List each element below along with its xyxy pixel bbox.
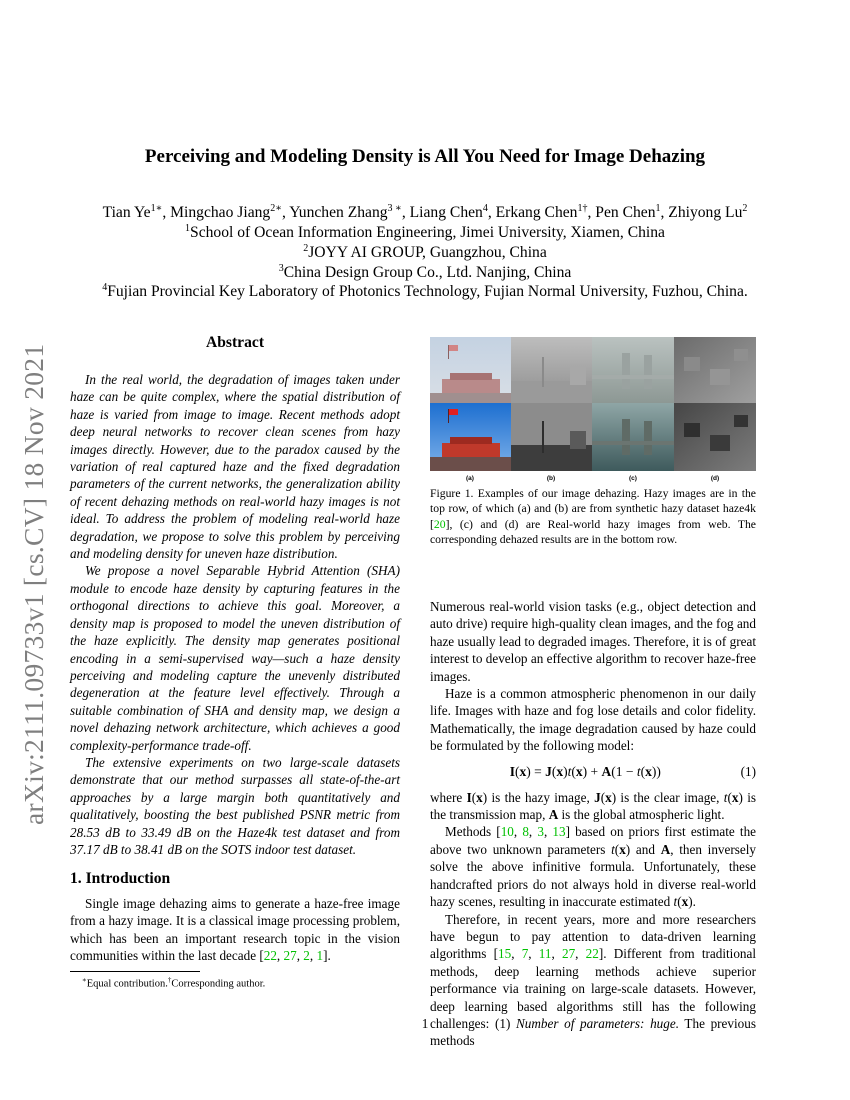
affiliation-mark: 2 xyxy=(303,243,309,254)
text-run: The previous methods xyxy=(430,1015,756,1049)
author: Erkang Chen xyxy=(495,204,578,222)
author-mark: 1 xyxy=(655,203,661,214)
author: Zhiyong Lu xyxy=(668,204,743,222)
citation-link[interactable]: 22 xyxy=(585,946,599,962)
affiliation xyxy=(0,278,850,302)
citation-link[interactable]: 7 xyxy=(521,946,529,962)
figure-caption xyxy=(430,486,756,548)
panel-label: (d) xyxy=(710,475,720,482)
text-run: where xyxy=(430,789,467,805)
text-run: . xyxy=(692,894,696,910)
equation-1 xyxy=(430,755,756,789)
text-run: and xyxy=(630,841,661,857)
footnote-text: Equal contribution. xyxy=(86,978,168,990)
panel-a-dehazed xyxy=(430,403,511,471)
author: Liang Chen xyxy=(409,204,483,222)
abstract-body xyxy=(70,371,400,858)
affiliation-text: Fujian Provincial Key Laboratory of Photonics Technology, Fujian Normal University, Fuzhou, China. xyxy=(107,283,748,301)
text-run: ] based on priors first estimate the above two unknown parameters xyxy=(430,824,757,857)
body-paragraph: Numerous real-world vision tasks (e.g., object detection and auto drive) require high-quality clean images, and the fog and haze usually lead to degraded images. Therefore, it is of great interest to develop an effective algorithm to recover haze-free images. xyxy=(430,599,756,684)
panel-c-dehazed xyxy=(592,403,674,471)
citation-link[interactable]: 2 xyxy=(303,948,310,964)
body-paragraph: Methods [10, 8, 3, 13] based on priors first estimate the above two unknown parameters t(x) and A, then inversely solve the above infinitive formula. Unfortunately, these handcrafted priors do not always hold in diverse real-world hazy scenes, resulting in inaccurate estimated t(x). xyxy=(430,824,757,910)
abstract-heading: Abstract xyxy=(205,334,265,351)
author-sep: , xyxy=(587,204,596,222)
abstract-paragraph: The extensive experiments on two large-scale datasets demonstrate that our method surpasses all state-of-the-art approaches by a large margin both quantitatively and qualitatively, boosting the best published PSNR metric from 28.53 dB to 33.49 dB on the Haze4k test dataset and from 37.17 dB to 38.41 dB on the SOTS indoor test dataset. xyxy=(70,754,400,857)
panel-label: (a) xyxy=(466,475,474,482)
citation-link[interactable]: 15 xyxy=(498,946,512,962)
footnote xyxy=(82,976,265,990)
caption-text: Figure 1. Examples of our image dehazing. Hazy images are in the top row, of which (a) and (b) are from synthetic hazy dataset haze4k [ xyxy=(430,487,756,531)
figure-1-image-grid xyxy=(430,337,756,482)
section-heading: 1. Introduction xyxy=(70,870,171,887)
text-run: is the global atmospheric light. xyxy=(558,807,725,823)
author: Pen Chen xyxy=(595,204,656,222)
author: Yunchen Zhang xyxy=(289,204,388,222)
text-run: , then inversely solve the above infinitive formula. Unfortunately, these handcrafted priors do not always hold in diverse real-world hazy scenes, resulting in inaccurate estimated xyxy=(430,841,757,910)
paper-title: Perceiving and Modeling Density is All You Need for Image Dehazing xyxy=(144,146,706,167)
text-run: Therefore, in recent years, more and more researchers have begun to pay attention to data-driven learning algorithms [ xyxy=(430,911,756,962)
author-sep: , xyxy=(487,204,496,222)
author-mark: 2∗ xyxy=(270,203,283,214)
intro-body xyxy=(70,895,400,965)
footnote-mark: † xyxy=(167,976,172,984)
affiliation-mark: 3 xyxy=(278,263,284,274)
equation-body: I(x) = J(x)t(x) + A(1 − t(x)) xyxy=(509,763,661,779)
citation-link[interactable]: 27 xyxy=(561,946,576,962)
body-paragraph: Haze is a common atmospheric phenomenon in our daily life. Images with haze and fog lose details and color fidelity. Mathematically, the image degradation caused by haze could be formulated by the following model: xyxy=(430,686,756,754)
citation-link[interactable]: 10 xyxy=(500,824,514,840)
abstract-paragraph: In the real world, the degradation of images taken under haze can be quite complex, where the spatial distribution of haze is varied from image to image. Recent methods adopt deep neural networks to recover clean scenes from hazy images directly. However, due to the paradox caused by the variation of real captured haze and the fixed degradation parameters of the current networks, the generalization ability of recent dehazing methods on real-world hazy images is not ideal. To address the problem of modeling real-world haze degradation, we propose to solve this problem by perceiving and modeling density for uneven haze distribution. xyxy=(70,372,400,562)
abstract-paragraph: We propose a novel Separable Hybrid Attention (SHA) module to encode haze density by capturing features in the orthogonal directions to achieve this goal. Moreover, a density map is proposed to model the uneven distribution of the haze explicitly. The density map generates positional encoding in a semi-supervised way—such a haze density perceiving and modeling capture the unevenly distributed degeneration at the feature level effectively. Through a suitable combination of SHA and density map, we design a novel dehazing network architecture, which achieves a good complexity-performance trade-off. xyxy=(70,563,400,753)
citation-link[interactable]: 11 xyxy=(538,946,552,962)
citation-link[interactable]: 1 xyxy=(316,948,324,964)
author-mark: 1† xyxy=(577,203,588,214)
panel-b-dehazed xyxy=(511,403,592,471)
citation-link[interactable]: 22 xyxy=(263,948,277,964)
text-run: Methods [ xyxy=(445,824,501,840)
page-number: 1 xyxy=(421,1016,429,1031)
text-run: is the transmission map, xyxy=(430,789,757,823)
affiliation-text: School of Ocean Information Engineering, Jimei University, Xiamen, China xyxy=(190,224,665,242)
citation-link[interactable]: 27 xyxy=(283,948,297,964)
text-run: ]. xyxy=(323,948,331,964)
footnote-mark: ∗ xyxy=(82,976,87,984)
equation-number: (1) xyxy=(740,763,756,779)
panel-d-hazy xyxy=(674,337,756,403)
author-mark: 3 ∗ xyxy=(387,203,402,214)
author-sep: , xyxy=(162,204,171,222)
author: Mingchao Jiang xyxy=(170,204,271,222)
body-paragraph: where I(x) is the hazy image, J(x) is the clear image, t(x) is the transmission map, A is the global atmospheric light. xyxy=(430,789,757,823)
affiliation-mark: 4 xyxy=(102,282,108,293)
citation-link[interactable]: 13 xyxy=(552,824,566,840)
author-sep: , xyxy=(660,204,669,222)
author-mark: 1∗ xyxy=(150,203,163,214)
panel-c-hazy xyxy=(592,337,674,403)
footnote-rule xyxy=(70,971,200,972)
text-run: Single image dehazing aims to generate a haze-free image from a hazy image. It is a classical image processing problem, which has been an important research topic in the vision communities within the last decade [ xyxy=(70,896,400,964)
text-run: is the hazy image, xyxy=(487,789,595,805)
affiliation-text: China Design Group Co., Ltd. Nanjing, China xyxy=(283,264,572,282)
caption-text: ], (c) and (d) are Real-world hazy images from web. The corresponding dehazed results are in the bottom row. xyxy=(430,517,756,547)
panel-d-dehazed xyxy=(674,403,756,471)
italic-phrase: Number of parameters: huge. xyxy=(515,1015,680,1031)
right-column-body xyxy=(430,598,756,1050)
text-run: is the clear image, xyxy=(616,789,724,805)
panel-a-hazy xyxy=(430,337,511,403)
text-run: ]. Different from traditional methods, deep learning methods achieve superior performance via training on large-scale datasets. However, deep learning based algorithms still has the following challenges: (1) xyxy=(430,946,757,1031)
body-paragraph: Therefore, in recent years, more and more researchers have begun to pay attention to data-driven learning algorithms [15, 7, 11, 27, 22]. Different from traditional methods, deep learning methods achieve superior performance via training on large-scale datasets. However, deep learning based algorithms still has the following challenges: (1) Number of parameters: huge. The previous methods xyxy=(430,911,757,1049)
panel-b-hazy xyxy=(511,337,592,403)
author-mark: 4 xyxy=(482,203,488,214)
citation-link[interactable]: 20 xyxy=(433,517,446,531)
panel-label: (c) xyxy=(629,475,637,482)
author: Tian Ye xyxy=(102,204,151,222)
affiliation-mark: 1 xyxy=(185,223,191,234)
citation-link[interactable]: 3 xyxy=(537,824,544,840)
author-sep: , xyxy=(282,204,290,222)
citation-link[interactable]: 8 xyxy=(522,824,529,840)
affiliation-text: JOYY AI GROUP, Guangzhou, China xyxy=(308,244,547,262)
intro-paragraph: Single image dehazing aims to generate a haze-free image from a hazy image. It is a classical image processing problem, which has been an important research topic in the vision communities within the last decade [22, 27, 2, 1]. xyxy=(70,896,400,964)
footnote-text: Corresponding author. xyxy=(171,978,266,990)
panel-label: (b) xyxy=(546,475,556,482)
arxiv-side-stamp: arXiv:2111.09733v1 [cs.CV] 18 Nov 2021 xyxy=(18,343,49,825)
author-sep: , xyxy=(401,204,410,222)
author-mark: 2 xyxy=(742,203,748,214)
